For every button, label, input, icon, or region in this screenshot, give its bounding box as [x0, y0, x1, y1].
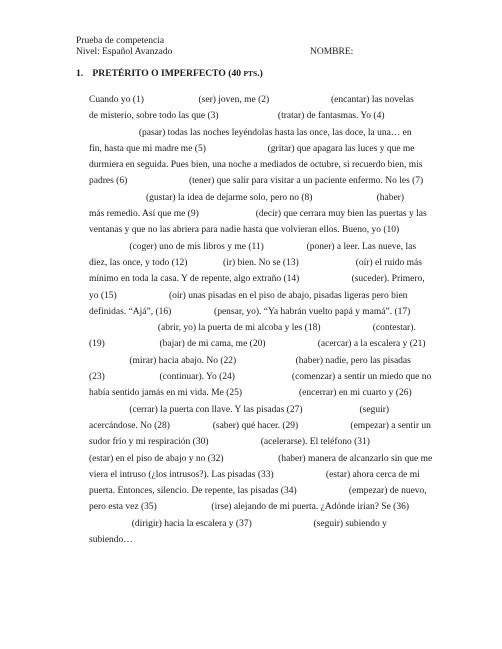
test-title: Prueba de competencia: [76, 36, 165, 46]
passage-line: (mirar) hacia abajo. No (22) (haber) nadie, pero las pisadas: [89, 355, 411, 366]
passage: [89, 92, 459, 548]
passage-line: yo (15) (oír) unas pisadas en el piso de abajo, pisadas ligeras pero bien: [89, 290, 408, 301]
passage-line: sudor frío y mi respiración (30) (acelerarse). El teléfono (31): [89, 437, 370, 448]
passage-line: viera el intruso (¿los intrusos?). Las pisadas (33) (estar) ahora cerca de mi: [89, 469, 420, 480]
passage-line: más remedio. Así que me (9) (decir) que cerrara muy bien las puertas y las: [89, 209, 427, 220]
passage-line: (pasar) todas las noches leyéndolas hasta las once, las doce, la una… en: [89, 127, 412, 138]
section-points-open: (40: [228, 68, 244, 79]
passage-line: diez, las once, y todo (12) (ir) bien. No se (13) (oír) el ruido más: [89, 257, 422, 268]
section-points-close: .): [257, 68, 263, 79]
passage-line: mínimo en toda la casa. Y de repente, algo extraño (14) (suceder). Primero,: [89, 274, 425, 285]
passage-line: padres (6) (tener) que salir para visitar a un paciente enfermo. No les (7): [89, 176, 424, 187]
section-title-text: PRETÉRITO O IMPERFECTO: [92, 68, 226, 79]
passage-line: había sentido jamás en mi vida. Me (25) (encerrar) en mi cuarto y (26): [89, 388, 412, 399]
document-header: [76, 36, 354, 58]
passage-line: de misterio, sobre todo las que (3) (tratar) de fantasmas. Yo (4): [89, 111, 385, 122]
name-label: NOMBRE:: [310, 47, 354, 57]
passage-line: (23) (continuar). Yo (24) (comenzar) a sentir un miedo que no: [89, 372, 432, 383]
passage-line: pero esta vez (35) (irse) alejando de mi puerta. ¿Adónde irían? Se (36): [89, 502, 409, 513]
passage-line: (gustar) la idea de dejarme solo, pero no (8) (haber): [89, 192, 404, 203]
section-heading: [76, 68, 263, 79]
passage-line: durmiera en seguida. Pues bien, una noche a mediados de octubre, si recuerdo bien, mis: [89, 160, 423, 171]
header-row-1: [76, 36, 172, 47]
passage-line: (abrir, yo) la puerta de mi alcoba y les (18) (contestar).: [89, 323, 416, 334]
passage-line: puerta. Entonces, silencio. De repente, las pisadas (34) (empezar) de nuevo,: [89, 486, 427, 497]
section-number: 1.: [76, 68, 84, 79]
passage-line: definidas. “Ajá”, (16) (pensar, yo). “Ya habrán vuelto papá y mamá”. (17): [89, 306, 411, 317]
passage-line: (coger) uno de mis libros y me (11) (poner) a leer. Las nueve, las: [89, 241, 417, 252]
level-label: Nivel: Español Avanzado: [76, 47, 173, 57]
section-points-unit: PTS: [243, 69, 258, 78]
header-row-2: [76, 47, 354, 58]
passage-line: fin, hasta que mi madre me (5) (gritar) que apagara las luces y que me: [89, 143, 415, 154]
passage-line: (estar) en el piso de abajo y no (32) (haber) manera de alcanzarlo sin que me: [89, 453, 433, 464]
passage-line: subiendo…: [89, 535, 133, 546]
passage-line: acercándose. No (28) (saber) qué hacer. (29) (empezar) a sentir un: [89, 420, 431, 431]
passage-line: (dirigir) hacia la escalera y (37) (seguir) subiendo y: [89, 518, 387, 529]
passage-line: Cuando yo (1) (ser) joven, me (2) (encantar) las novelas: [89, 95, 414, 105]
passage-line: (cerrar) la puerta con llave. Y las pisadas (27) (seguir): [89, 404, 390, 415]
passage-line: ventanas y que no las abriera para nadie hasta que volvieran ellos. Bueno, yo (10): [89, 225, 400, 236]
passage-line: (19) (bajar) de mi cama, me (20) (acercar) a la escalera y (21): [89, 339, 426, 350]
